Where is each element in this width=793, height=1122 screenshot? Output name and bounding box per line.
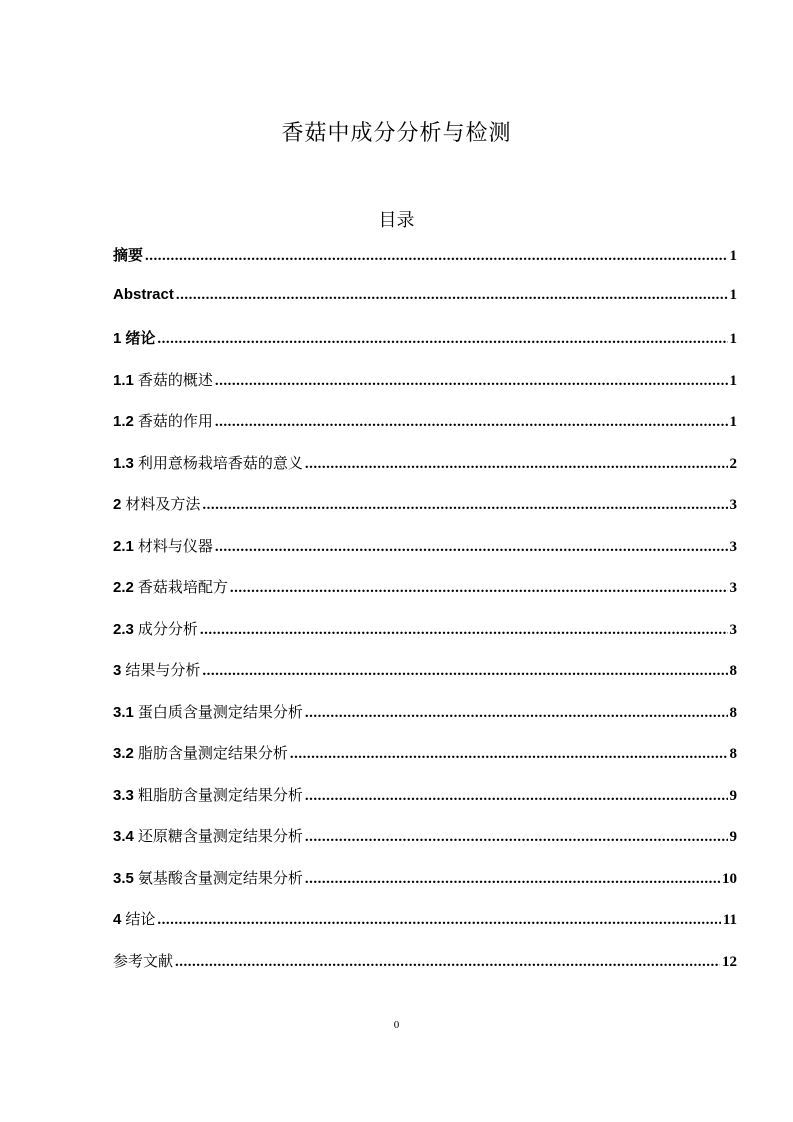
toc-section-number: 2 bbox=[113, 496, 122, 513]
toc-entry-1[interactable] bbox=[113, 327, 737, 369]
toc-entry-abstract-cn[interactable] bbox=[113, 244, 737, 286]
toc-entry-1-1[interactable] bbox=[113, 369, 737, 411]
toc-section-number: 3.4 bbox=[113, 828, 134, 845]
toc-entry-references[interactable] bbox=[113, 950, 737, 992]
toc-entry-3-3[interactable] bbox=[113, 784, 737, 826]
toc-entry-1-2[interactable] bbox=[113, 410, 737, 452]
page-title: 香菇中成分分析与检测 bbox=[281, 121, 512, 146]
toc-section-number: 3.5 bbox=[113, 869, 134, 887]
toc-entry-2-3[interactable] bbox=[113, 618, 737, 660]
toc-leader-dots bbox=[175, 954, 720, 971]
toc-entry-title: 香菇的作用 bbox=[137, 412, 213, 430]
toc-entry-3[interactable] bbox=[113, 659, 737, 701]
toc-page-number: 1 bbox=[729, 248, 737, 264]
toc-heading: 目录 bbox=[378, 210, 415, 231]
toc-leader-dots bbox=[305, 788, 728, 805]
toc-page-number: 3 bbox=[729, 497, 737, 513]
toc-entry-title: 参考文献 bbox=[113, 951, 174, 970]
toc-entry-2-1[interactable] bbox=[113, 535, 737, 577]
toc-section-number: 1.1 bbox=[113, 371, 134, 389]
toc-section-number: 3.3 bbox=[113, 786, 134, 804]
toc-entry-3-2[interactable] bbox=[113, 742, 737, 784]
toc-leader-dots bbox=[202, 497, 727, 514]
toc-entry-title: 材料与仪器 bbox=[137, 536, 213, 555]
toc-entry-title: 利用意杨栽培香菇的意义 bbox=[137, 453, 303, 472]
toc-page-number: 1 bbox=[729, 331, 737, 347]
toc-page-number: 9 bbox=[729, 787, 737, 804]
toc-entry-2-2[interactable] bbox=[113, 576, 737, 618]
toc-page-number: 8 bbox=[729, 746, 737, 762]
toc-page-number: 8 bbox=[729, 663, 737, 679]
toc-leader-dots bbox=[176, 287, 728, 304]
toc-entry-title: 绪论 bbox=[125, 329, 156, 347]
toc-entry-2[interactable] bbox=[113, 493, 737, 535]
toc-section-number: 1.3 bbox=[113, 454, 134, 472]
toc-section-number: 3 bbox=[113, 662, 122, 679]
toc-entry-3-4[interactable] bbox=[113, 825, 737, 867]
page-number: 0 bbox=[393, 1019, 400, 1031]
toc-page-number: 12 bbox=[722, 953, 737, 970]
toc-section-number: 3.2 bbox=[113, 745, 134, 762]
toc-section-number: 2.2 bbox=[113, 579, 134, 596]
toc-entry-title: 香菇栽培配方 bbox=[137, 578, 228, 596]
toc-leader-dots bbox=[305, 456, 728, 473]
toc-entry-3-1[interactable] bbox=[113, 701, 737, 743]
toc-entry-1-3[interactable] bbox=[113, 452, 737, 494]
toc-leader-dots bbox=[200, 622, 728, 639]
toc-leader-dots bbox=[157, 912, 720, 929]
toc-page-number: 3 bbox=[729, 621, 737, 638]
toc-leader-dots bbox=[202, 663, 727, 680]
toc-leader-dots bbox=[215, 414, 728, 431]
toc-entry-3-5[interactable] bbox=[113, 867, 737, 909]
toc-page-number: 3 bbox=[729, 538, 737, 555]
toc-page-number: 10 bbox=[722, 870, 737, 887]
toc-leader-dots bbox=[305, 829, 728, 846]
toc-page-number: 1 bbox=[729, 286, 737, 303]
toc-entry-title: 成分分析 bbox=[137, 619, 198, 638]
toc-leader-dots bbox=[305, 705, 728, 722]
table-of-contents bbox=[113, 244, 737, 991]
toc-section-number: 1 bbox=[113, 330, 122, 347]
toc-entry-title: 氨基酸含量测定结果分析 bbox=[137, 868, 303, 887]
toc-page-number: 1 bbox=[729, 414, 737, 430]
toc-section-number: 2.3 bbox=[113, 620, 134, 638]
toc-leader-dots bbox=[157, 331, 727, 348]
toc-page-number: 3 bbox=[729, 580, 737, 596]
toc-page-number: 1 bbox=[729, 372, 737, 389]
toc-entry-title: 材料及方法 bbox=[125, 495, 201, 513]
toc-entry-title: 香菇的概述 bbox=[137, 370, 213, 389]
toc-entry-4[interactable] bbox=[113, 908, 737, 950]
toc-section-number: 1.2 bbox=[113, 413, 134, 430]
toc-entry-abstract-en[interactable] bbox=[113, 286, 737, 328]
toc-leader-dots bbox=[290, 746, 728, 763]
toc-page-number: 9 bbox=[729, 829, 737, 845]
toc-entry-title: 粗脂肪含量测定结果分析 bbox=[137, 785, 303, 804]
toc-entry-title: 结果与分析 bbox=[125, 661, 201, 679]
toc-page-number: 2 bbox=[729, 455, 737, 472]
toc-page-number: 8 bbox=[729, 704, 737, 721]
toc-leader-dots bbox=[215, 539, 728, 556]
toc-entry-title: 摘要 bbox=[113, 246, 144, 264]
toc-section-number: 4 bbox=[113, 911, 122, 928]
toc-entry-title: 结论 bbox=[125, 910, 156, 928]
toc-section-number: 3.1 bbox=[113, 703, 134, 721]
toc-entry-title: 蛋白质含量测定结果分析 bbox=[137, 702, 303, 721]
toc-entry-title: 还原糖含量测定结果分析 bbox=[137, 827, 303, 845]
toc-section-number: 2.1 bbox=[113, 537, 134, 555]
toc-leader-dots bbox=[215, 373, 728, 390]
toc-page-number: 11 bbox=[722, 912, 737, 928]
toc-entry-title: 脂肪含量测定结果分析 bbox=[137, 744, 288, 762]
toc-leader-dots bbox=[145, 248, 727, 265]
toc-leader-dots bbox=[305, 871, 720, 888]
toc-entry-title: Abstract bbox=[113, 285, 174, 303]
toc-leader-dots bbox=[230, 580, 728, 597]
